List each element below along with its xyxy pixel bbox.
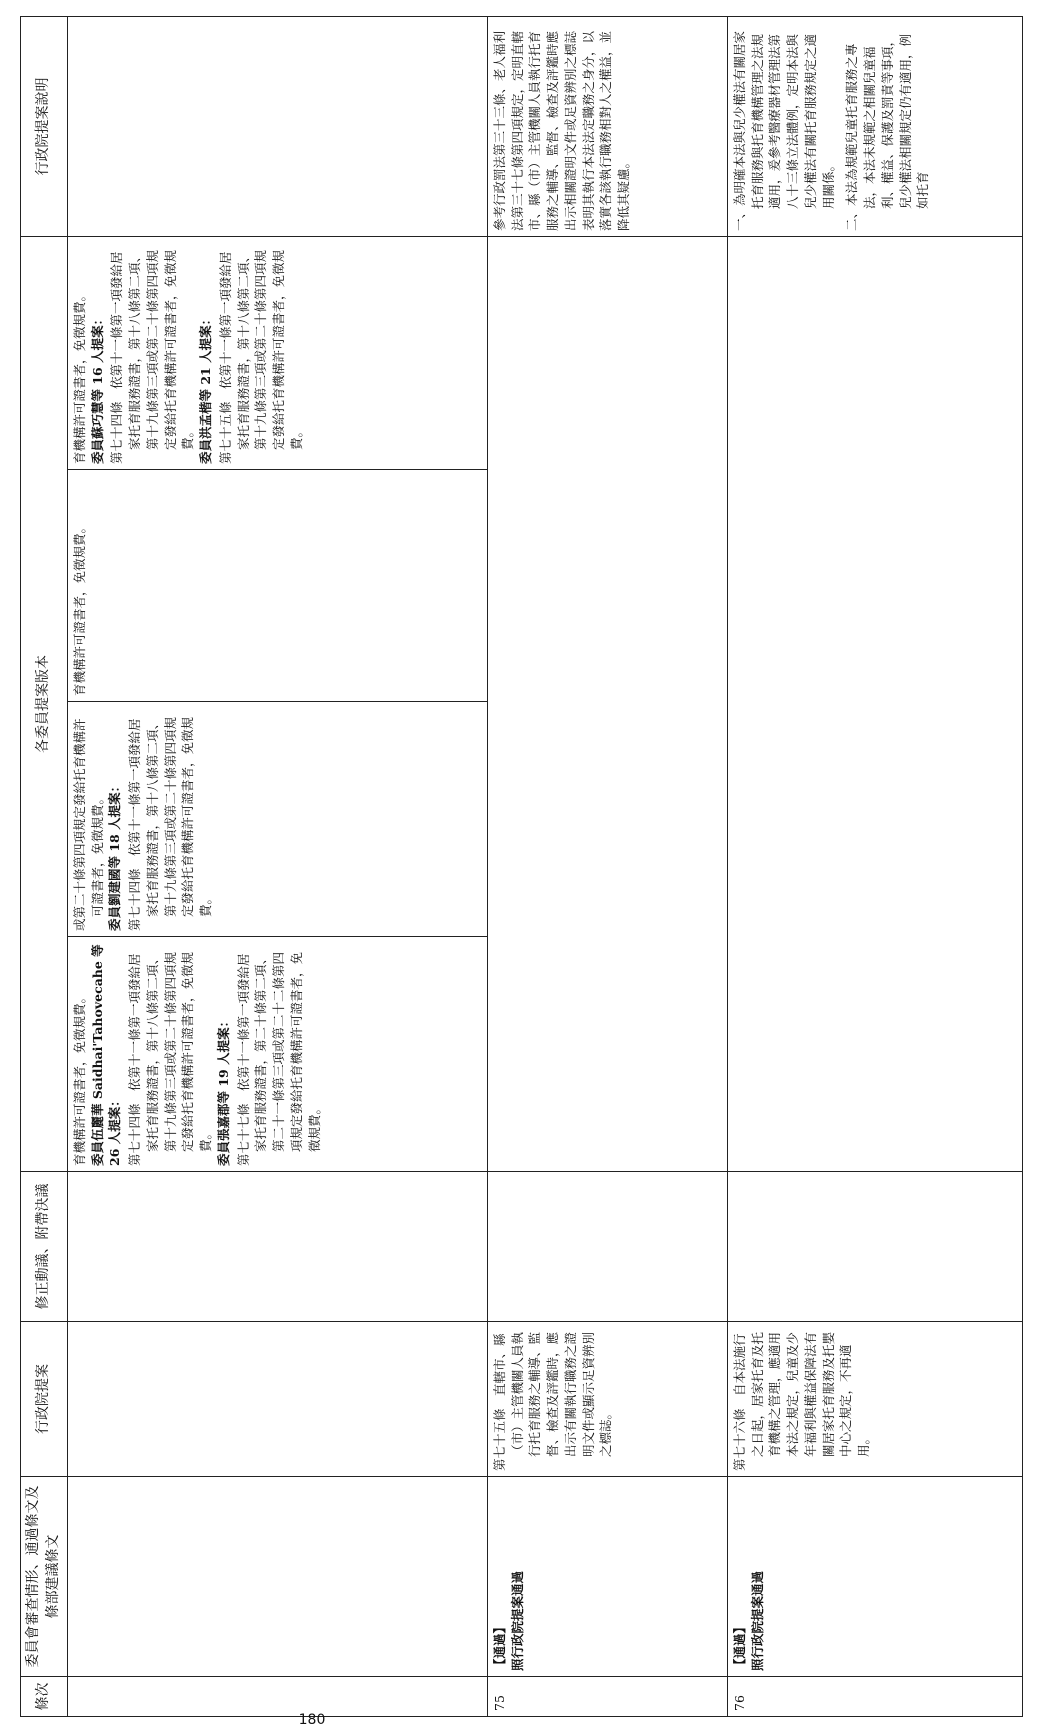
version-1-proposal-2-body: 第七十七條 依第十一條第一項發給居家托育服務證書，第二十條第二項、第二十一條第三項或第二十二條第四項規定發給托育機構許可證書者，免徵規費。	[235, 951, 322, 1166]
version-1-proposal-1-title: 委員伍麗華 Saidhai'Tahovecahe 等 26 人提案：	[89, 944, 123, 1166]
continuation-row	[67, 17, 487, 1717]
cont-version-2	[67, 702, 487, 937]
version-4-proposal-1-body: 第七十四條 依第十一條第一項發給居家托育服務證書，第十八條第二項、第十九條第三項或第二十條第四項規定發給托育機構許可證書者，免徵規費。	[109, 249, 196, 464]
cont-article-no	[67, 1677, 487, 1717]
article-76-exec-text: 第七十六條 自本法施行之日起，居家托育及托育機構之管理，應適用本法之規定，兒童及少年福利與權益保障法有關居家托育服務及托嬰中心之規定，不再適用。	[731, 1331, 871, 1471]
cont-version-4	[67, 237, 487, 470]
header-row	[21, 17, 68, 1717]
version-4-proposal-2-title: 委員洪孟楷等 21 人提案：	[198, 312, 213, 464]
version-1-proposal-1-body: 第七十四條 依第十一條第一項發給居家托育服務證書，第十八條第二項、第十九條第三項或第二十條第四項規定發給托育機構許可證書者，免徵規費。	[127, 951, 213, 1166]
comparison-table	[20, 16, 1023, 1717]
article-76-explanation	[727, 17, 1022, 237]
article-76-versions	[727, 237, 1022, 1172]
article-76-status: 【通過】	[731, 1620, 747, 1671]
article-75-row	[487, 17, 727, 1717]
page-number: 180	[298, 1712, 326, 1728]
article-76-amendment	[727, 1172, 1022, 1322]
header-amendment: 修正動議、附帶決議	[21, 1172, 68, 1322]
article-76-review	[727, 1477, 1022, 1677]
article-75-exec-proposal	[487, 1322, 727, 1477]
cont-explanation	[67, 17, 487, 237]
article-75-status: 【通過】	[491, 1620, 507, 1671]
article-75-explanation-text: 參考行政罰法第三十三條、老人福利法第三十七條第四項規定，定明直轄市、縣（市）主管機關人員執行托育服務之輔導、監督、檢查及評鑑時應出示相關證明文件或足資辨別之標誌表明其執行本法法定職務之身分，以落實各該執行職務相對人之權益，並降低其疑慮。	[491, 30, 631, 231]
article-76-status-desc: 照行政院提案通過	[749, 1570, 765, 1671]
article-75-status-desc: 照行政院提案通過	[509, 1570, 525, 1671]
cont-version-1	[67, 937, 487, 1172]
header-committee-review: 委員會審查情形、通過條文及條部建議條文	[21, 1477, 68, 1677]
article-75-versions	[487, 237, 727, 1172]
version-2-proposal-1-title: 委員劉建國等 18 人提案：	[107, 779, 123, 931]
version-4-proposal-2-body: 第七十五條 依第十一條第一項發給居家托育服務證書，第十八條第二項、第十九條第三項或第二十條第四項規定發給托育機構許可證書者，免徵規費。	[217, 249, 304, 464]
article-75-review	[487, 1477, 727, 1677]
article-76-exec-proposal	[727, 1322, 1022, 1477]
version-4-proposal-1-title: 委員蘇巧慧等 16 人提案：	[89, 312, 105, 464]
article-76-explanation-item-2: 二、本法為規範兒童托育服務之專法，本法未規範之相關兒童福利、權益、保護及罰責等事項，兒少權法相關規定仍有適用，例如托育	[844, 33, 931, 231]
cont-committee-review	[67, 1477, 487, 1677]
version-3-pre: 育機構許可證書者，免徵規費。	[71, 520, 87, 696]
article-76-row	[727, 17, 1022, 1717]
article-75-explanation	[487, 17, 727, 237]
version-1-pre: 育機構許可證書者，免徵規費。	[71, 990, 87, 1166]
article-75-amendment	[487, 1172, 727, 1322]
version-2-pre: 或第二十條第四項規定發給托育機構許可證書者，免徵規費。	[71, 718, 105, 931]
header-exec-proposal: 行政院提案	[21, 1322, 68, 1477]
article-76-explanation-item-1: 一、為明確本法與兒少權法有關居家托育服務與托育機構管理之法規適用，爰參考醫療器材管理法第八十三條立法體例，定明本法與兒少權法有關托育服務規定之適用關係。	[731, 30, 836, 231]
article-75-exec-text: 第七十五條 直轄市、縣（市）主管機關人員執行托育服務之輔導、監督、檢查及評鑑時，應出示有關執行職務之證明文件或顯示足資辨別之標誌。	[491, 1331, 614, 1471]
cont-exec-proposal	[67, 1322, 487, 1477]
article-75-number: 75	[487, 1677, 727, 1717]
version-2-proposal-1-body: 第七十四條 依第十一條第一項發給居家托育服務證書，第十八條第二項、第十九條第三項或第二十條第四項規定發給托育機構許可證書者，免徵規費。	[127, 716, 213, 931]
header-exec-explanation: 行政院提案說明	[21, 17, 68, 237]
cont-amendment	[67, 1172, 487, 1322]
cont-version-3	[67, 470, 487, 702]
version-1-proposal-2-title: 委員張嘉郡等 19 人提案：	[215, 1014, 231, 1166]
version-4-pre: 育機構許可證書者，免徵規費。	[71, 288, 87, 464]
header-article-no: 條次	[21, 1677, 68, 1717]
article-76-number: 76	[727, 1677, 1022, 1717]
rotated-table-wrapper	[20, 17, 1023, 1717]
header-committee-versions: 各委員提案版本	[21, 237, 68, 1172]
